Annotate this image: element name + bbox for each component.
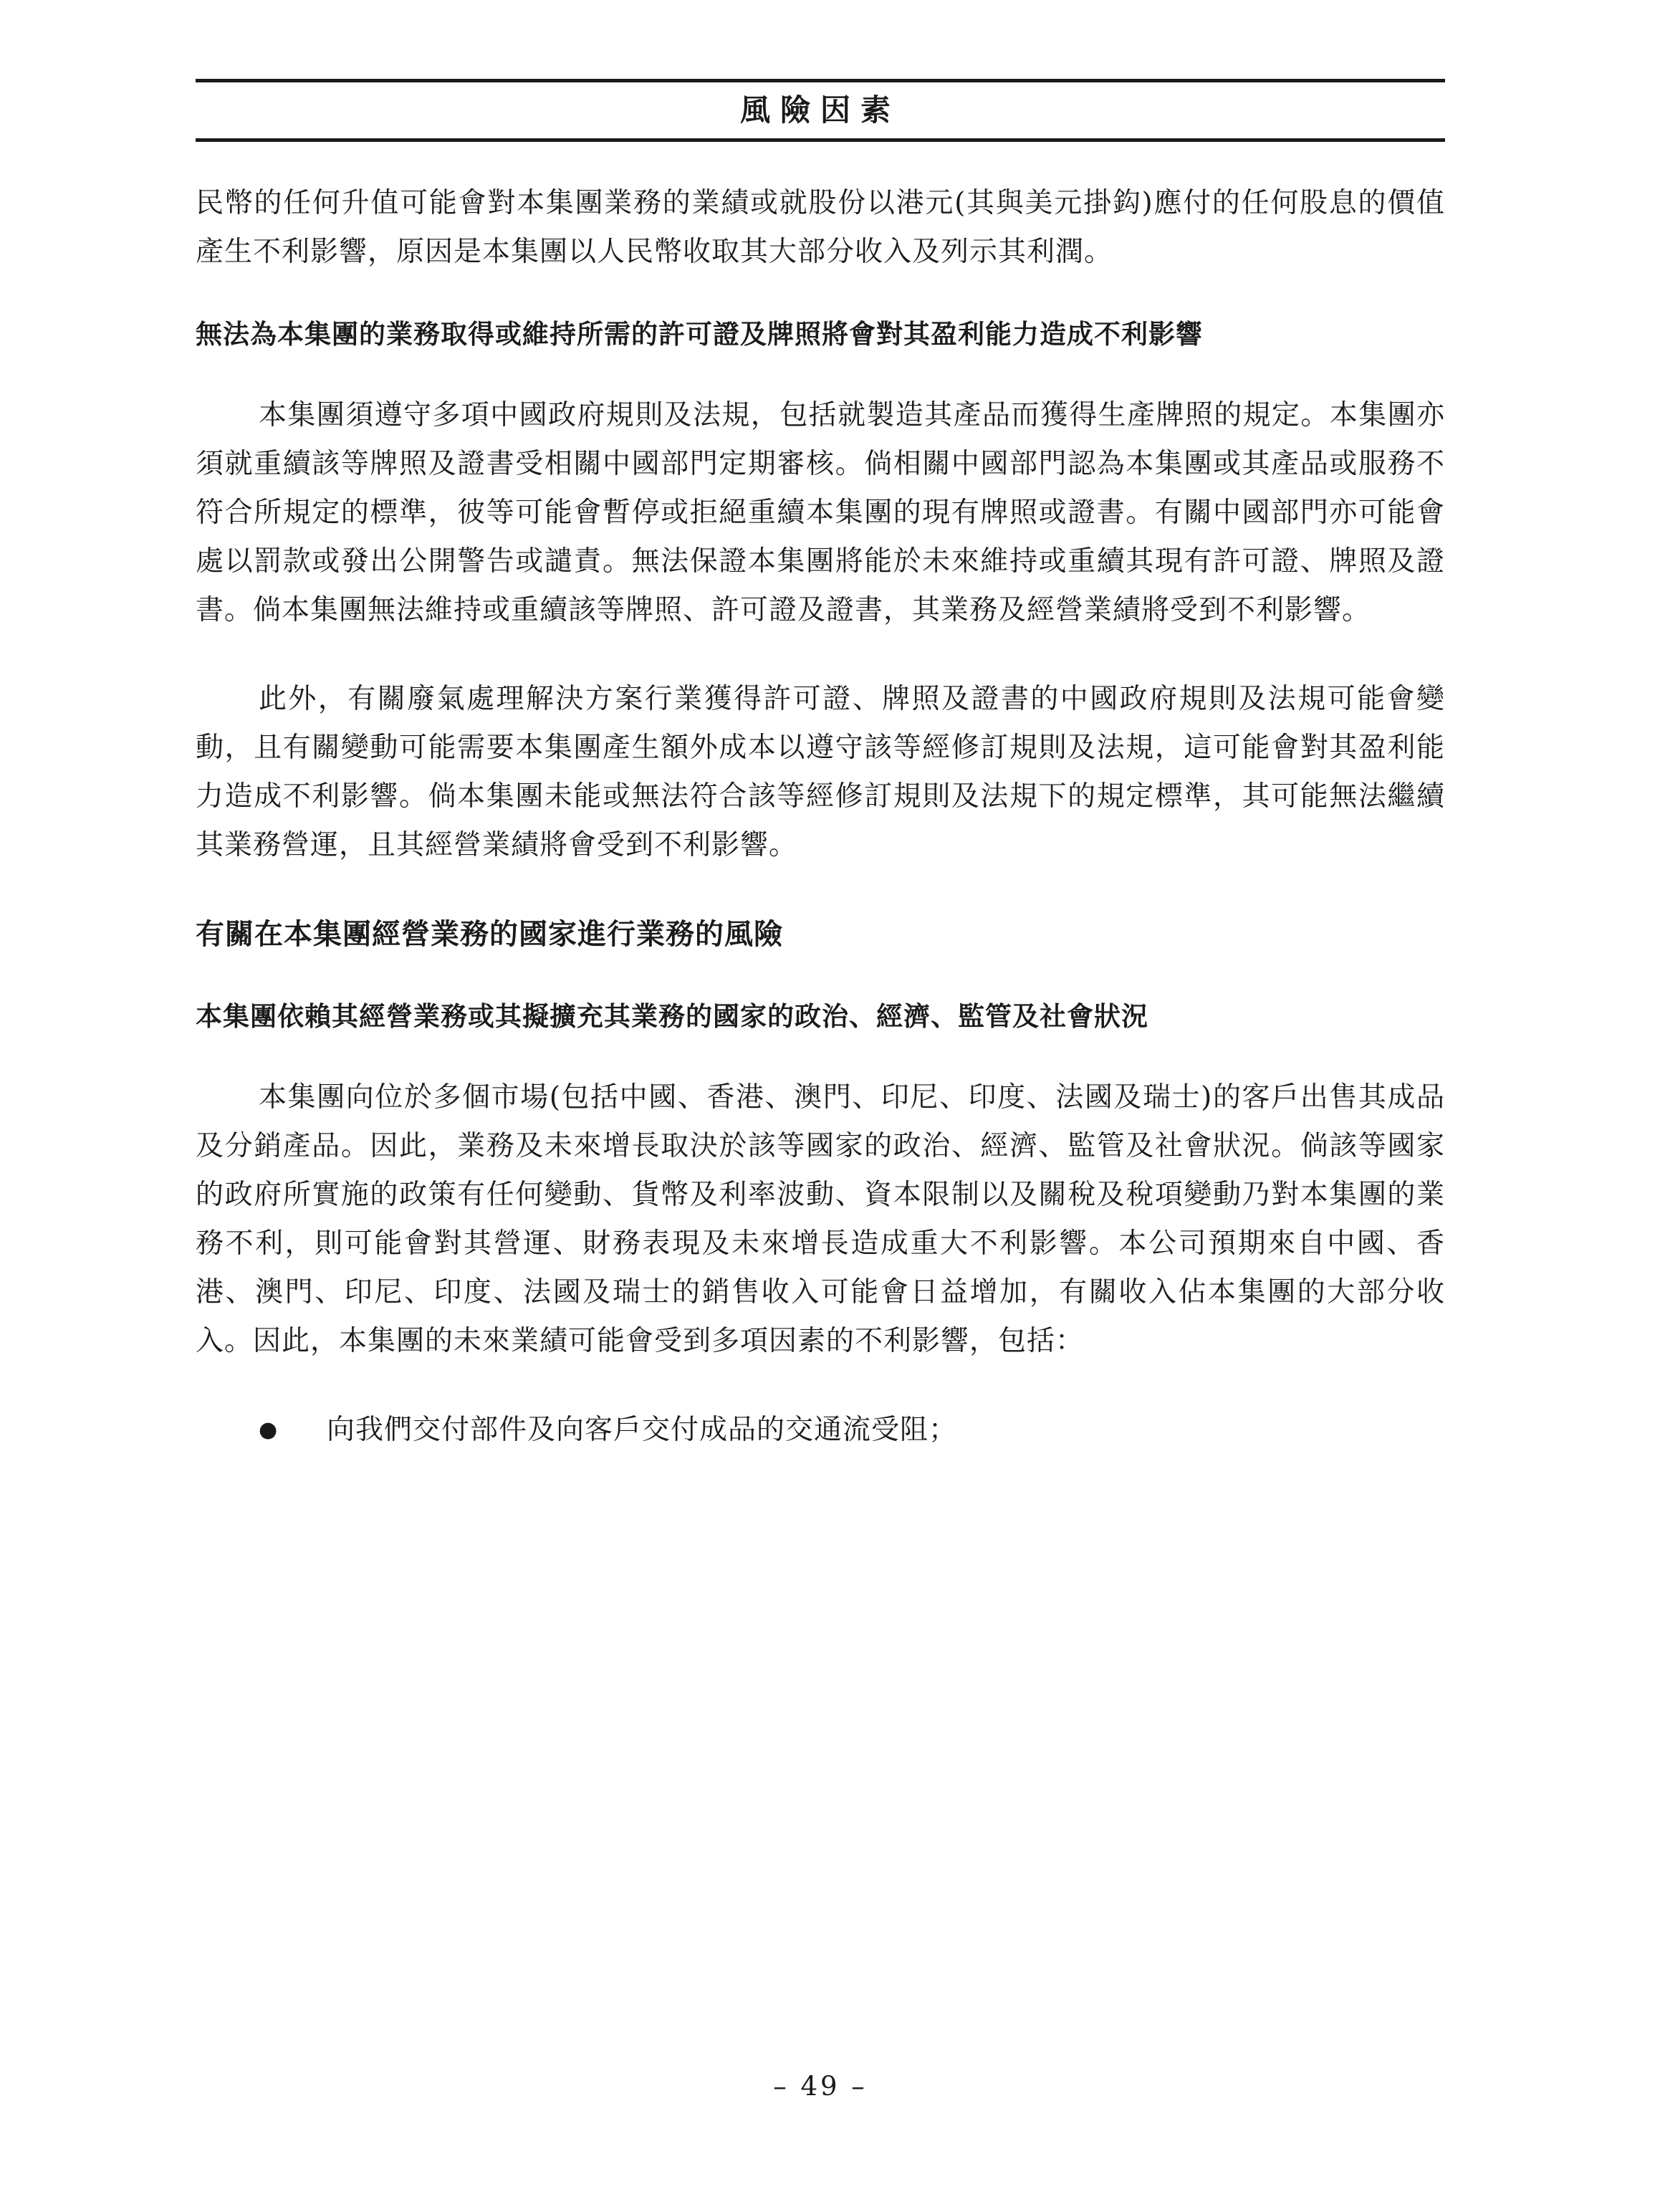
continued-paragraph: 民幣的任何升值可能會對本集團業務的業績或就股份以港元(其與美元掛鈎)應付的任何股息的價值產生不利影響，原因是本集團以人民幣收取其大部分收入及列示其利潤。: [196, 187, 1445, 268]
subsection-heading-country-conditions: 本集團依賴其經營業務或其擬擴充其業務的國家的政治、經濟、監管及社會狀況: [196, 1000, 1148, 1032]
list-item-text: 向我們交付部件及向客戶交付成品的交通流受阻；: [327, 1414, 958, 1446]
paragraph-licenses-2: 此外，有關廢氣處理解決方案行業獲得許可證、牌照及證書的中國政府規則及法規可能會變動，且有關變動可能需要本集團產生額外成本以遵守該等經修訂規則及法規，這可能會對其盈利能力造成不利影響。倘本集團未能或無法符合該等經修訂規則及法規下的規定標準，其可能無法繼續其業務營運，且其經營業績將會受到不利影響。: [196, 683, 1445, 861]
section-heading-licenses: 無法為本集團的業務取得或維持所需的許可證及牌照將會對其盈利能力造成不利影響: [196, 318, 1203, 350]
list-item: [196, 1406, 1445, 1455]
paragraph-country-conditions: 本集團向位於多個市場(包括中國、香港、澳門、印尼、印度、法國及瑞士)的客戶出售其成品及分銷產品。因此，業務及未來增長取決於該等國家的政治、經濟、監管及社會狀況。倘該等國家的政府所實施的政策有任何變動、貨幣及利率波動、資本限制以及關稅及稅項變動乃對本集團的業務不利，則可能會對其營運、財務表現及未來增長造成重大不利影響。本公司預期來自中國、香港、澳門、印尼、印度、法國及瑞士的銷售收入可能會日益增加，有關收入佔本集團的大部分收入。因此，本集團的未來業績可能會受到多項因素的不利影響，包括：: [196, 1081, 1445, 1357]
header-top-rule: [196, 79, 1445, 82]
page-header-title: 風險因素: [739, 92, 901, 128]
section-heading-country-risks: 有關在本集團經營業務的國家進行業務的風險: [196, 917, 783, 951]
page-number: – 49 –: [773, 2071, 868, 2102]
paragraph-licenses-1: 本集團須遵守多項中國政府規則及法規，包括就製造其產品而獲得生產牌照的規定。本集團亦須就重續該等牌照及證書受相關中國部門定期審核。倘相關中國部門認為本集團或其產品或服務不符合所規定的標準，彼等可能會暫停或拒絕重續本集團的現有牌照或證書。有關中國部門亦可能會處以罰款或發出公開警告或譴責。無法保證本集團將能於未來維持或重續其現有許可證、牌照及證書。倘本集團無法維持或重續該等牌照、許可證及證書，其業務及經營業績將受到不利影響。: [196, 399, 1445, 626]
document-body: [196, 179, 1445, 1455]
header-bottom-rule: [196, 138, 1445, 142]
bullet-icon: ●: [259, 1417, 279, 1442]
